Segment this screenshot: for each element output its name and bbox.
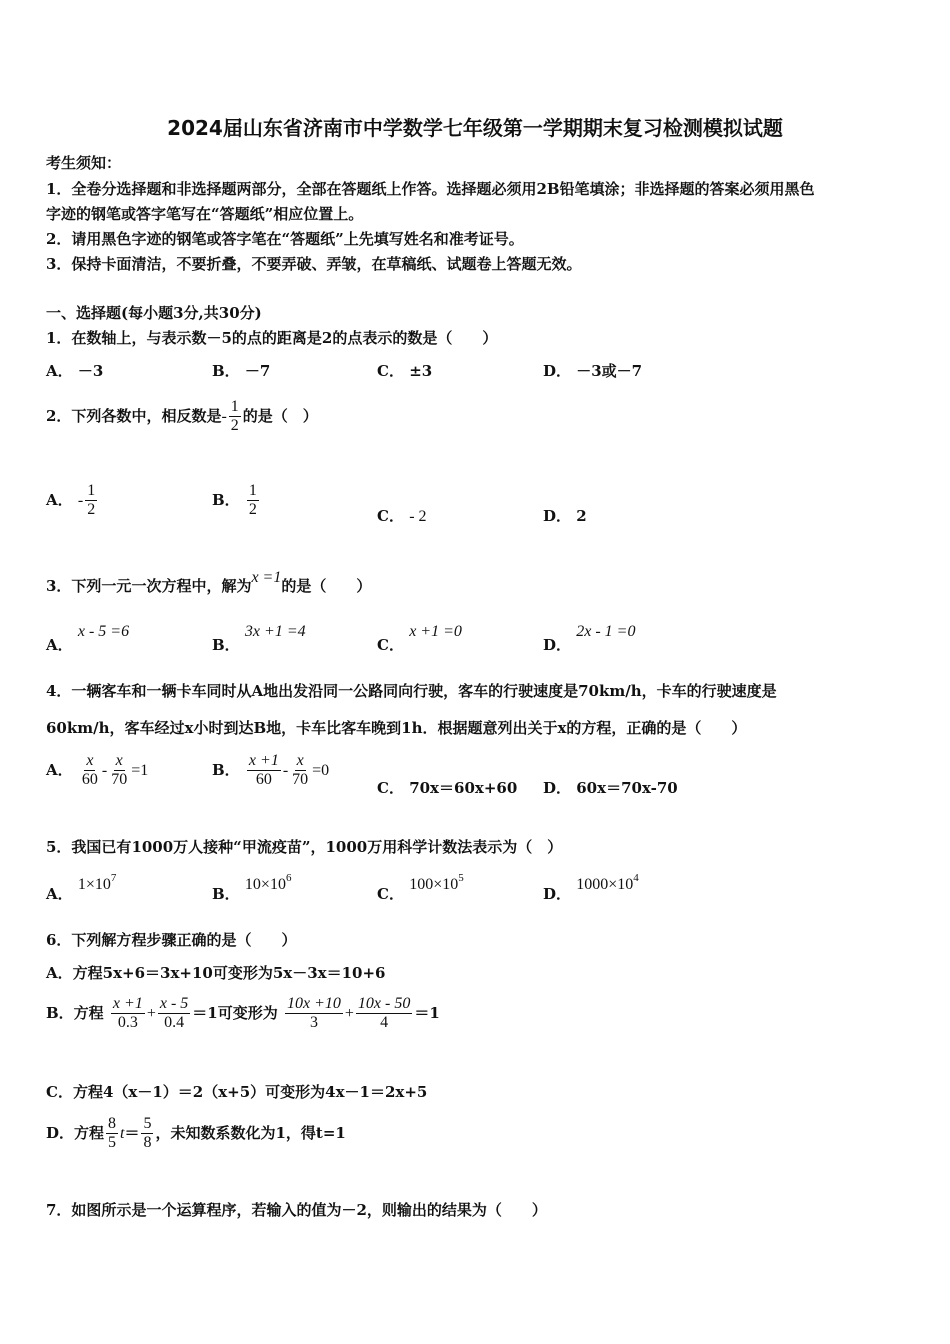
question-6-option-b: B．方程 $\frac{x +1}{0.3}$ + $\frac{x - 5}{0.4}$ ＝1可变形为 $\frac{10x +10}{3}$ + $\frac{10x - 50}{4}$ ＝1 [46, 995, 440, 1032]
question-5-option-a: A． $1\times 10^7$ [46, 872, 117, 903]
question-1-option-d: D． －3或－7 [543, 362, 643, 380]
section-heading: 一、选择题(每小题3分,共30分) [46, 304, 262, 322]
question-3-stem: 3．下列一元一次方程中，解为x =1的是（ ） [46, 569, 372, 595]
question-5-option-c: C． $100\times 10^5$ [377, 872, 464, 903]
question-3-option-d: D． 2x - 1 =0 [543, 623, 636, 654]
question-5-option-d: D． $1000\times 10^4$ [543, 872, 639, 903]
question-1-stem: 1．在数轴上，与表示数－5的点的距离是2的点表示的数是（ ） [46, 329, 498, 347]
question-7-stem: 7．如图所示是一个运算程序，若输入的值为－2，则输出的结果为（ ） [46, 1201, 547, 1219]
question-5-option-b: B． $10\times 10^6$ [212, 872, 292, 903]
notice-item: 字迹的钢笔或答字笔写在“答题纸”相应位置上。 [46, 205, 364, 223]
question-3-option-b: B． 3x +1 =4 [212, 623, 306, 654]
question-3-option-a: A． x - 5 =6 [46, 623, 130, 654]
question-4-stem-line-2: 60km/h，客车经过x小时到达B地，卡车比客车晚到1h．根据题意列出关于x的方程，正确的是（ ） [46, 719, 747, 737]
notice-item: 2．请用黑色字迹的钢笔或答字笔在“答题纸”上先填写姓名和准考证号。 [46, 230, 524, 248]
question-6-option-d: D．方程 $\frac{8}{5}$ t＝ $\frac{5}{8}$ ，未知数系数化为1，得t=1 [46, 1115, 346, 1152]
question-1-option-a: A． －3 [46, 362, 104, 380]
question-6-option-a: A．方程5x+6＝3x+10可变形为5x－3x＝10+6 [46, 964, 386, 982]
question-2-stem: 2．下列各数中，相反数是- $\frac{1}{2}$ 的是（ ） [46, 398, 318, 435]
question-2-option-c: C． - 2 [377, 507, 427, 525]
page-title: 2024届山东省济南市中学数学七年级第一学期期末复习检测模拟试题 [167, 116, 783, 140]
question-4-option-c: C． 70x＝60x+60 [377, 779, 518, 797]
question-4-option-b: B． $\frac{x +1}{60}$ - $\frac{x}{70}$ =0 [212, 752, 330, 789]
question-6-option-c: C．方程4（x－1）＝2（x+5）可变形为4x－1＝2x+5 [46, 1083, 428, 1101]
question-2-option-b: B． $\frac{1}{2}$ [212, 482, 257, 519]
question-2-option-d: D． 2 [543, 507, 587, 525]
question-3-option-c: C． x +1 =0 [377, 623, 462, 654]
question-4-stem-line-1: 4．一辆客车和一辆卡车同时从A地出发沿同一公路同向行驶，客车的行驶速度是70km/h，卡车的行驶速度是 [46, 682, 777, 700]
question-4-option-a: A． $\frac{x}{60}$ - $\frac{x}{70}$ =1 [46, 752, 149, 789]
question-2-option-a: A． - $\frac{1}{2}$ [46, 482, 96, 519]
question-1-option-c: C． ±3 [377, 362, 433, 380]
notice-item: 3．保持卡面清洁，不要折叠，不要弄破、弄皱，在草稿纸、试题卷上答题无效。 [46, 255, 582, 273]
question-6-stem: 6．下列解方程步骤正确的是（ ） [46, 931, 297, 949]
notice-item: 1．全卷分选择题和非选择题两部分，全部在答题纸上作答。选择题必须用2B铅笔填涂；非选择题的答案必须用黑色 [46, 180, 815, 198]
notice-heading: 考生须知： [46, 154, 122, 172]
question-5-stem: 5．我国已有1000万人接种“甲流疫苗”，1000万用科学计数法表示为（ ） [46, 838, 563, 856]
question-4-option-d: D． 60x＝70x-70 [543, 779, 678, 797]
question-1-option-b: B． －7 [212, 362, 271, 380]
